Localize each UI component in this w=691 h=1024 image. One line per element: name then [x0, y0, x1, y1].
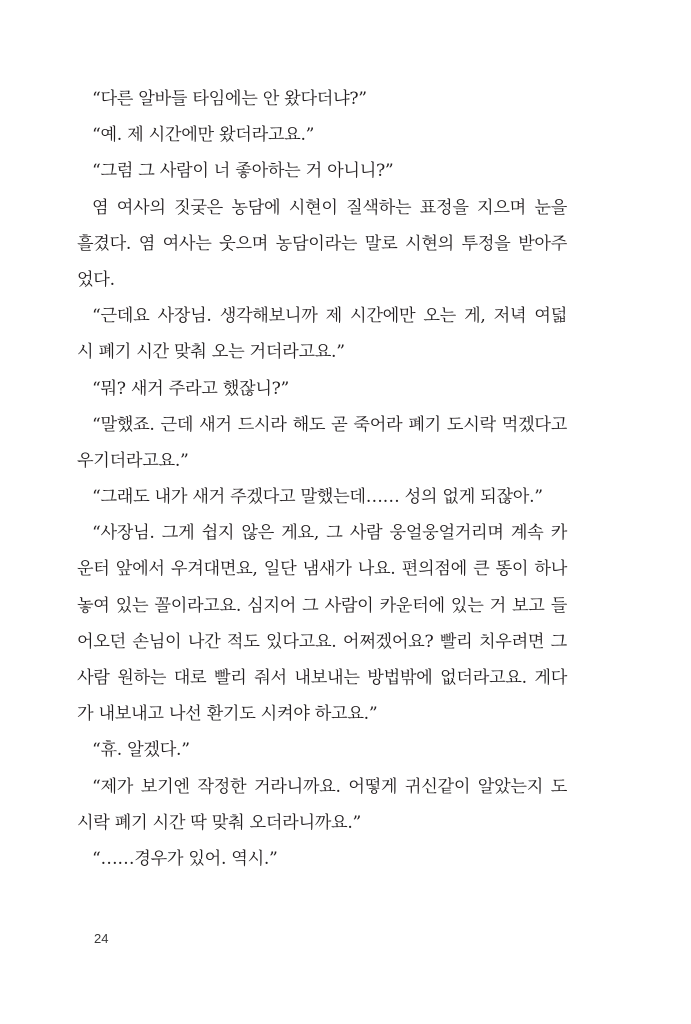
text-line: 시 폐기 시간 맞춰 오는 거더라고요.”: [77, 342, 345, 363]
text-line: 우기더라고요.”: [77, 450, 189, 471]
text-line: “다른 알바들 타임에는 안 왔다더냐?”: [92, 89, 367, 109]
text-line: 어오던 손님이 나간 적도 있다고요. 어쩌겠어요? 빨리 치우려면 그: [77, 631, 567, 652]
text-line: 염 여사의 짓궂은 농담에 시현이 질색하는 표정을 지으며 눈을: [92, 197, 567, 218]
text-line: “예. 제 시간에만 왔더라고요.”: [92, 125, 315, 146]
text-line: 놓여 있는 꼴이라고요. 심지어 그 사람이 카운터에 있는 거 보고 들: [77, 595, 567, 616]
text-line: 흘겼다. 염 여사는 웃으며 농담이라는 말로 시현의 투정을 받아주: [77, 233, 567, 254]
text-line: “그럼 그 사람이 너 좋아하는 거 아니니?”: [92, 161, 394, 182]
body-text: [77, 81, 567, 877]
text-line: “……경우가 있어. 역시.”: [92, 848, 278, 869]
text-line: “그래도 내가 새거 주겠다고 말했는데…… 성의 없게 되잖아.”: [92, 487, 543, 508]
text-line: “제가 보기엔 작정한 거라니까요. 어떻게 귀신같이 알았는지 도: [92, 776, 567, 797]
text-line: 가 내보내고 나선 환기도 시켜야 하고요.”: [77, 704, 378, 725]
text-line: “뭐? 새거 주라고 했잖니?”: [92, 378, 290, 399]
text-line: 운터 앞에서 우겨대면요, 일단 냄새가 나요. 편의점에 큰 똥이 하나: [77, 559, 567, 580]
text-line: “근데요 사장님. 생각해보니까 제 시간에만 오는 게, 저녁 여덟: [92, 306, 567, 327]
text-line: “말했죠. 근데 새거 드시라 해도 곧 죽어라 폐기 도시락 먹겠다고: [92, 414, 567, 435]
text-line: 었다.: [77, 269, 115, 290]
text-line: 시락 폐기 시간 딱 맞춰 오더라니까요.”: [77, 812, 362, 833]
page-number: 24: [94, 931, 109, 946]
text-line: 사람 원하는 대로 빨리 줘서 내보내는 방법밖에 없더라고요. 게다: [77, 668, 567, 688]
text-line: “휴. 알겠다.”: [92, 740, 190, 761]
text-line: “사장님. 그게 쉽지 않은 게요, 그 사람 웅얼웅얼거리며 계속 카: [92, 523, 567, 544]
